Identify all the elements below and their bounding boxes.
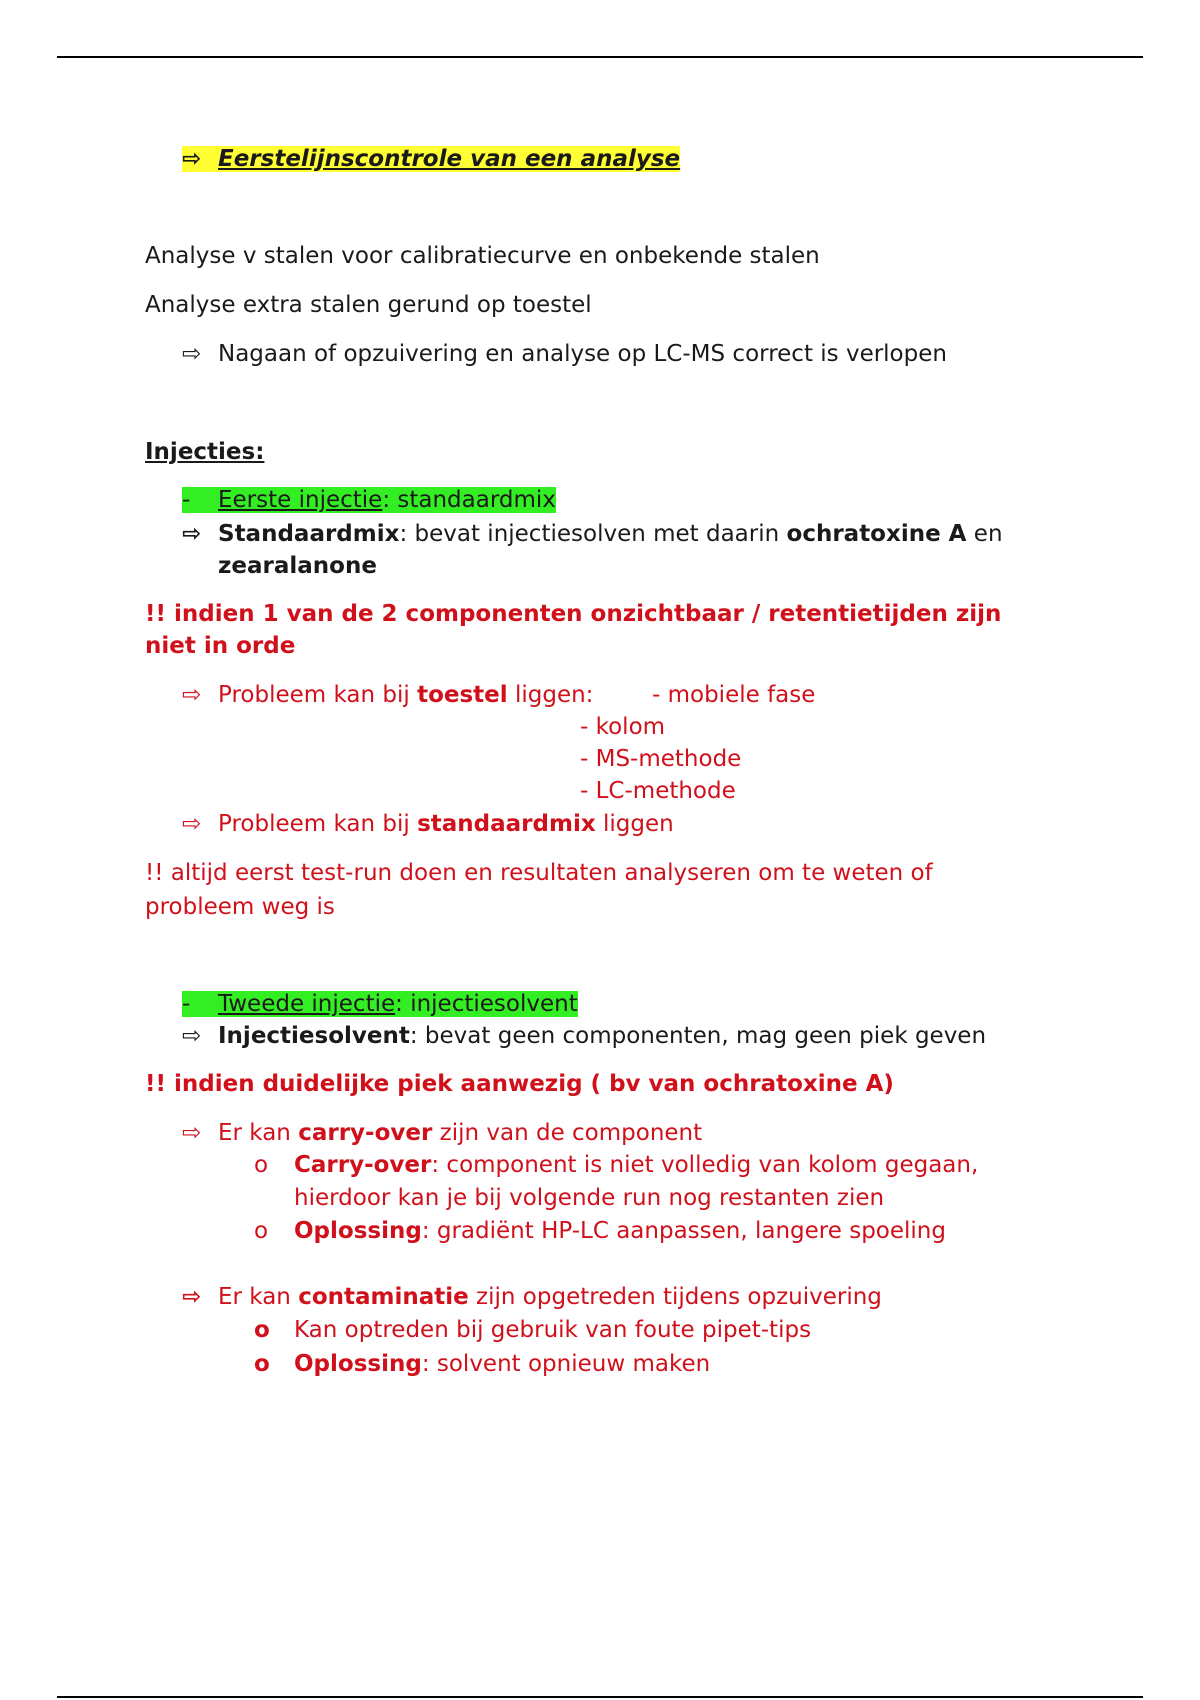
- top-rule: [57, 56, 1143, 58]
- cause-item: - LC-methode: [580, 778, 736, 804]
- circle-bullet: o: [254, 1218, 269, 1244]
- circle-bullet: o: [254, 1152, 269, 1178]
- second-injection-heading: - Tweede injectie: injectiesolvent: [182, 988, 578, 1020]
- intro-line-1: Analyse v stalen voor calibratiecurve en onbekende stalen: [145, 243, 820, 269]
- first-warning-line-1: !! indien 1 van de 2 componenten onzichtbaar / retentietijden zijn: [145, 601, 1002, 627]
- intro-arrow-item: ⇨ Nagaan of opzuivering en analyse op LC-MS correct is verlopen: [182, 338, 947, 370]
- carry-over-sub-1: o Carry-over: component is niet volledig van kolom gegaan,: [254, 1149, 978, 1181]
- second-warning: !! indien duidelijke piek aanwezig ( bv van ochratoxine A): [145, 1071, 894, 1097]
- first-injection-definition: ⇨ Standaardmix: bevat injectiesolven met daarin ochratoxine A en: [182, 518, 1003, 550]
- first-injection-definition-cont: zearalanone: [218, 553, 377, 579]
- cause-item: - mobiele fase: [652, 682, 816, 708]
- arrow-icon: ⇨: [182, 146, 202, 172]
- cause-item: - kolom: [580, 714, 666, 740]
- arrow-icon: ⇨: [182, 682, 202, 708]
- second-injection-label: Tweede injectie: [218, 991, 396, 1017]
- test-run-note-line-2: probleem weg is: [145, 894, 335, 920]
- circle-bullet: o: [254, 1351, 270, 1377]
- problem-toestel: ⇨ Probleem kan bij toestel liggen:: [182, 679, 593, 711]
- contamination-sub-1: o Kan optreden bij gebruik van foute pipet-tips: [254, 1314, 811, 1346]
- carry-over-item: ⇨ Er kan carry-over zijn van de component: [182, 1117, 702, 1149]
- arrow-icon: ⇨: [182, 341, 202, 367]
- arrow-icon: ⇨: [182, 811, 202, 837]
- second-injection-definition: ⇨ Injectiesolvent: bevat geen componenten, mag geen piek geven: [182, 1020, 986, 1052]
- test-run-note-line-1: !! altijd eerst test-run doen en resultaten analyseren om te weten of: [145, 860, 933, 886]
- first-injection-label: Eerste injectie: [218, 487, 383, 513]
- carry-over-sub-2: o Oplossing: gradiënt HP-LC aanpassen, langere spoeling: [254, 1215, 946, 1247]
- contamination-sub-2: o Oplossing: solvent opnieuw maken: [254, 1348, 710, 1380]
- circle-bullet: o: [254, 1317, 270, 1343]
- first-injection-heading: - Eerste injectie: standaardmix: [182, 484, 556, 516]
- bottom-rule: [57, 1696, 1143, 1698]
- problem-standaardmix: ⇨ Probleem kan bij standaardmix liggen: [182, 808, 674, 840]
- section-heading: [182, 143, 680, 175]
- injecties-title: Injecties:: [145, 439, 265, 465]
- intro-line-2: Analyse extra stalen gerund op toestel: [145, 292, 592, 318]
- arrow-icon: ⇨: [182, 1023, 202, 1049]
- heading-text: Eerstelijnscontrole van een analyse: [218, 146, 681, 172]
- carry-over-sub-1-cont: hierdoor kan je bij volgende run nog restanten zien: [294, 1185, 885, 1211]
- arrow-icon: ⇨: [182, 521, 202, 547]
- first-warning-line-2: niet in orde: [145, 633, 296, 659]
- arrow-icon: ⇨: [182, 1284, 202, 1310]
- dash-bullet: -: [182, 487, 191, 513]
- cause-item: - MS-methode: [580, 746, 742, 772]
- dash-bullet: -: [182, 991, 191, 1017]
- arrow-icon: ⇨: [182, 1120, 202, 1146]
- contamination-item: ⇨ Er kan contaminatie zijn opgetreden tijdens opzuivering: [182, 1281, 882, 1313]
